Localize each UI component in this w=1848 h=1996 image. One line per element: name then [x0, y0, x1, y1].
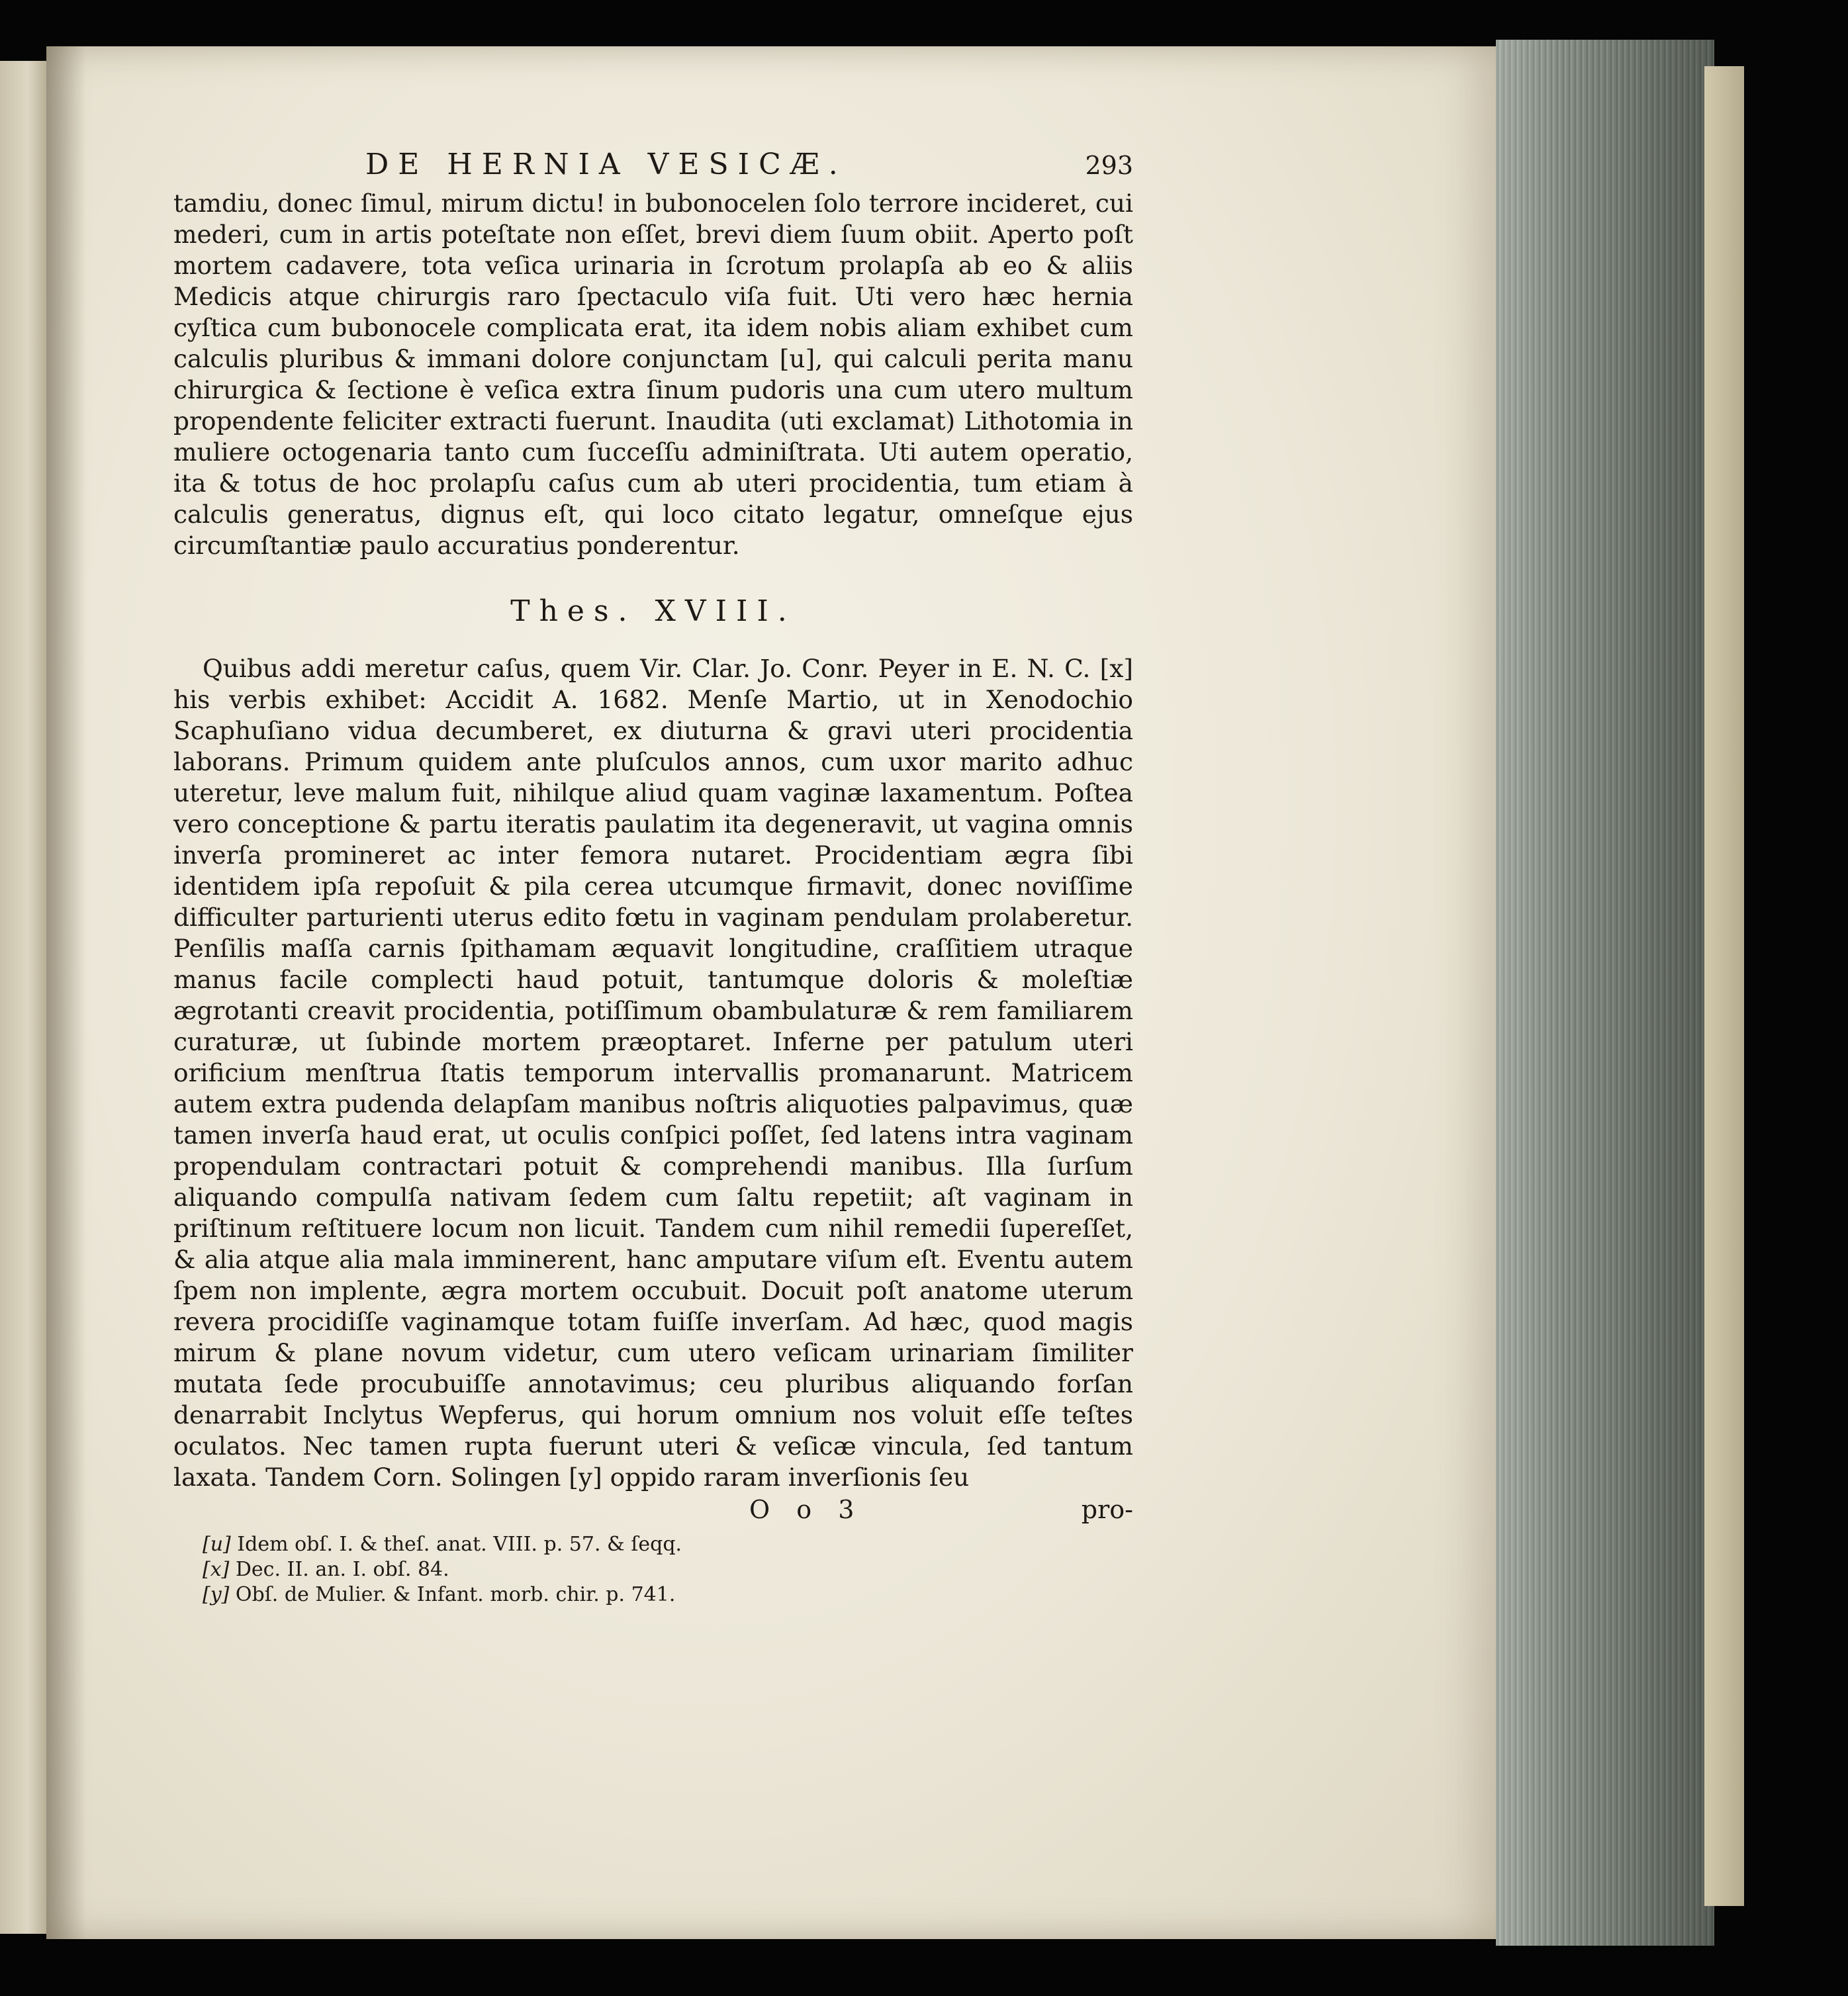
signature-mark: O o 3 [749, 1495, 864, 1524]
paragraph-2: Quibus addi meretur caſus, quem Vir. Clar. Jo. Conr. Peyer in E. N. C. [x] his verbis exhibet: Accidit A. 1682. Menſe Martio, ut in Xenodochio Scaphuſiano vidua decumberet, ex diuturna & gravi uteri procidentia laborans. Primum quidem ante pluſculos annos, cum uxor marito adhuc uteretur, leve malum fuit, nihilque aliud quam vaginæ laxamentum. Poſtea vero conceptione & partu iteratis paulatim ita degeneravit, ut vagina omnis inverſa promineret ac inter femora nutaret. Procidentiam ægra ſibi identidem ipſa repoſuit & pila cerea utcumque firmavit, donec noviſſime difficulter parturienti uterus edito fœtu in vaginam pendulam prolaberetur. Penſilis maſſa carnis ſpithamam æquavit longitudine, craſſitiem utraque manus facile complecti haud potuit, tantumque doloris & moleſtiæ ægrotanti creavit procidentia, potiſſimum obambulaturæ & rem familiarem curaturæ, ut ſubinde mortem præoptaret. Inferne per patulum uteri orificium menſtrua ſtatis temporum intervallis promanarunt. Matricem autem extra pudenda delapſam manibus noſtris aliquoties palpavimus, quæ tamen inverſa haud erat, ut oculis conſpici poſſet, ſed latens intra vaginam propendulam contractari potuit & comprehendi manibus. Illa ſurſum aliquando compulſa nativam ſedem cum ſaltu repetiit; aſt vaginam in priſtinum reſtituere locum non licuit. Tandem cum nihil remedii ſupereſſet, & alia atque alia mala imminerent, hanc amputare viſum eſt. Eventu autem ſpem non implente, ægra mortem occubuit. Docuit poſt anatome uterum revera procidiſſe vaginamque totam fuiſſe inverſam. Ad hæc, quod magis mirum & plane novum videtur, cum utero veſicam urinariam ſimiliter mutata ſede procubuiſſe annotavimus; ceu pluribus aliquando forſan denarrabit Inclytus Wepferus, qui horum omnium nos voluit eſſe teſtes oculatos. Nec tamen rupta fuerunt uteri & veſicæ vincula, ſed tantum laxata. Tandem Corn. Solingen [y] oppido raram inverſionis ſeu [173, 654, 1133, 1492]
signature-line [173, 1494, 1133, 1525]
footnote-key: [y] [203, 1583, 230, 1606]
page-number: 293 [1085, 151, 1133, 180]
footnote-text: Dec. II. an. I. obſ. 84. [235, 1558, 449, 1581]
facing-page-edge [0, 61, 46, 1934]
footnote-text: Obſ. de Mulier. & Infant. morb. chir. p. 741. [235, 1583, 676, 1606]
section-heading: Thes. XVIII. [510, 594, 796, 628]
catchword: pro- [1081, 1495, 1133, 1524]
footnote-key: [u] [203, 1533, 231, 1556]
book-cover-edge [1704, 66, 1744, 1906]
footnote-text: Idem obſ. I. & theſ. anat. VIII. p. 57. & ſeqq. [237, 1533, 682, 1556]
running-title: DE HERNIA VESICÆ. [365, 148, 847, 181]
footnote [203, 1557, 1133, 1582]
page-gutter-shadow [46, 46, 86, 1939]
footnote [203, 1532, 1133, 1557]
paragraph-1: tamdiu, donec ſimul, mirum dictu! in bubonocelen ſolo terrore incideret, cui mederi, cum in artis poteſtate non eſſet, brevi diem ſuum obiit. Aperto poſt mortem cadavere, tota veſica urinaria in ſcrotum prolapſa ab eo & aliis Medicis atque chirurgis raro ſpectaculo viſa fuit. Uti vero hæc hernia cyſtica cum bubonocele complicata erat, ita idem nobis aliam exhibet cum calculis pluribus & immani dolore conjunctam [u], qui calculi perita manu chirurgica & ſectione è veſica extra ſinum pudoris una cum utero multum propendente feliciter extracti fuerunt. Inaudita (uti exclamat) Lithotomia in muliere octogenaria tanto cum ſucceſſu adminiſtrata. Uti autem operatio, ita & totus de hoc prolapſu caſus cum ab uteri procidentia, tum etiam à calculis generatus, dignus eſt, qui loco citato legatur, omneſque ejus circumſtantiæ paulo accuratius ponderentur. [173, 189, 1133, 560]
footnote [203, 1582, 1133, 1608]
footnotes [173, 1532, 1133, 1608]
running-head [173, 149, 1133, 181]
footnote-key: [x] [203, 1558, 230, 1581]
text-block [173, 149, 1133, 1608]
